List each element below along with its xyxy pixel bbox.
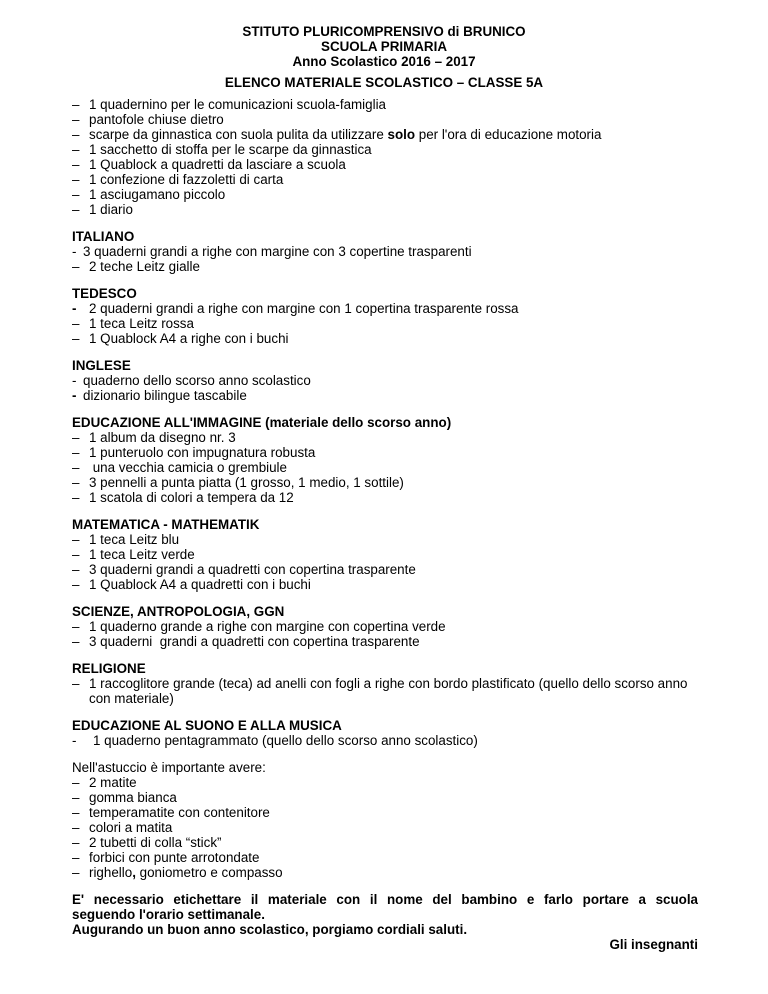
list-item: – 1 teca Leitz verde [72, 547, 195, 562]
list-item: - quaderno dello scorso anno scolastico [72, 373, 311, 388]
list-item: – 2 tubetti di colla “stick” [72, 835, 222, 850]
list-item: – scarpe da ginnastica con suola pulita da utilizzare solo per l'ora di educazione motoria [72, 127, 602, 142]
list-item: – 1 teca Leitz rossa [72, 316, 194, 331]
material-list [72, 97, 698, 952]
notice-line: Augurando un buon anno scolastico, porgiamo cordiali saluti. [72, 922, 468, 937]
list-item: – 1 Quablock a quadretti da lasciare a scuola [72, 157, 346, 172]
section-title-inglese: INGLESE [72, 358, 131, 373]
list-item: – 1 scatola di colori a tempera da 12 [72, 490, 294, 505]
document-header [0, 24, 768, 90]
list-item: – 1 Quablock A4 a righe con i buchi [72, 331, 289, 346]
list-item: – righello, goniometro e compasso [72, 865, 283, 880]
list-item: – 1 punteruolo con impugnatura robusta [72, 445, 316, 460]
section-title-religione: RELIGIONE [72, 661, 146, 676]
signature: Gli insegnanti [609, 937, 698, 952]
school-year: Anno Scolastico 2016 – 2017 [292, 54, 476, 69]
list-item: – temperamatite con contenitore [72, 805, 270, 820]
list-item: - 3 quaderni grandi a righe con margine con 3 copertine trasparenti [72, 244, 472, 259]
general-section [72, 97, 698, 217]
section-title-italiano: ITALIANO [72, 229, 135, 244]
list-item: – pantofole chiuse dietro [72, 112, 224, 127]
list-item: – 1 raccoglitore grande (teca) ad anelli con fogli a righe con bordo plastificato (quello dello scorso anno con materiale) [72, 676, 688, 706]
list-item: – 3 quaderni grandi a quadretti con copertina trasparente [72, 562, 416, 577]
astuccio-intro: Nell'astuccio è importante avere: [72, 760, 266, 775]
list-item: – 1 quaderno grande a righe con margine con copertina verde [72, 619, 446, 634]
notice-line: E' necessario etichettare il materiale con il nome del bambino e farlo portare a scuola [72, 892, 698, 907]
list-item: – 3 pennelli a punta piatta (1 grosso, 1 medio, 1 sottile) [72, 475, 404, 490]
list-item: – 1 confezione di fazzoletti di carta [72, 172, 284, 187]
list-item: – 1 Quablock A4 a quadretti con i buchi [72, 577, 311, 592]
section-title-matematica: MATEMATICA - MATHEMATIK [72, 517, 260, 532]
closing-notice [72, 892, 698, 937]
section-title-tedesco: TEDESCO [72, 286, 137, 301]
list-item: – 1 diario [72, 202, 133, 217]
section-title-musica: EDUCAZIONE AL SUONO E ALLA MUSICA [72, 718, 342, 733]
list-item: – gomma bianca [72, 790, 177, 805]
notice-line: seguendo l'orario settimanale. [72, 907, 265, 922]
list-item: – 1 sacchetto di stoffa per le scarpe da ginnastica [72, 142, 372, 157]
list-item: – una vecchia camicia o grembiule [72, 460, 287, 475]
list-item: – 2 matite [72, 775, 137, 790]
school-level: SCUOLA PRIMARIA [321, 39, 447, 54]
list-item: – 2 teche Leitz gialle [72, 259, 200, 274]
list-item: – 1 teca Leitz blu [72, 532, 180, 547]
list-item: – forbici con punte arrotondate [72, 850, 260, 865]
list-item: – 3 quaderni grandi a quadretti con copertina trasparente [72, 634, 420, 649]
list-title: ELENCO MATERIALE SCOLASTICO – CLASSE 5A [224, 75, 544, 90]
list-item: - 1 quaderno pentagrammato (quello dello scorso anno scolastico) [72, 733, 478, 748]
list-item: – 1 album da disegno nr. 3 [72, 430, 236, 445]
section-title-immagine: EDUCAZIONE ALL'IMMAGINE (materiale dello scorso anno) [72, 415, 452, 430]
section-title-scienze: SCIENZE, ANTROPOLOGIA, GGN [72, 604, 285, 619]
school-name: STITUTO PLURICOMPRENSIVO di BRUNICO [242, 24, 526, 39]
list-item: - dizionario bilingue tascabile [72, 388, 247, 403]
list-item: – colori a matita [72, 820, 173, 835]
list-item: – 1 asciugamano piccolo [72, 187, 226, 202]
list-item: - 2 quaderni grandi a righe con margine con 1 copertina trasparente rossa [72, 301, 519, 316]
list-item: – 1 quadernino per le comunicazioni scuola-famiglia [72, 97, 386, 112]
